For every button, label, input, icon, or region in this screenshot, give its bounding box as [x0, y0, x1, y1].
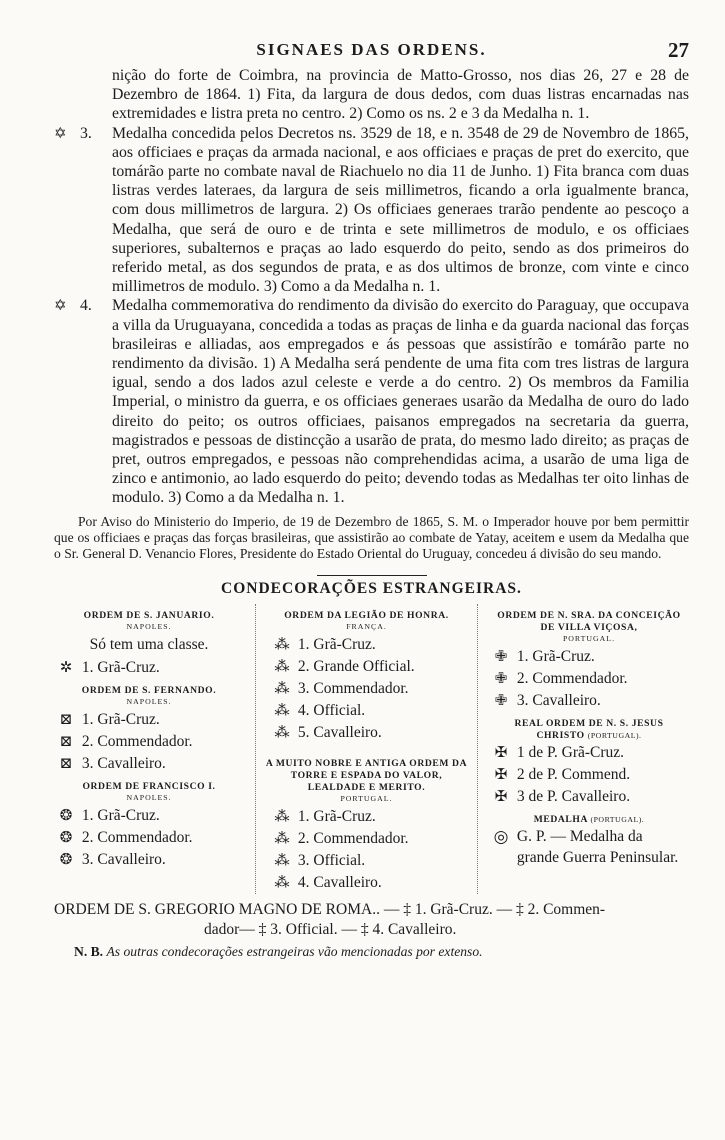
- order-country: NAPOLES.: [126, 697, 172, 707]
- conception-cross-icon: ✙: [494, 649, 508, 666]
- grade-row: [54, 657, 244, 679]
- grade-row: [54, 849, 244, 871]
- intro-paragraph: nição do forte de Coimbra, na provincia de Matto-Grosso, nos dias 26, 27 e 28 de Dezembro de 1864. 1) Fita, da largura de dous dedos, com duas listras encarnadas nas extremidades e listra preta no centro. 2) Como os ns. 2 e 3 da Medalha n. 1.: [112, 67, 689, 123]
- christ-cross-icon: ✠: [494, 745, 508, 762]
- item-number: 3.: [79, 124, 92, 142]
- medallion-icon: ❂: [59, 808, 73, 825]
- gregorio-line-1: ORDEM DE S. GREGORIO MAGNO DE ROMA.. — ‡ 1. Grã-Cruz. — ‡ 2. Commen-: [54, 901, 606, 919]
- grade-row: [489, 786, 689, 808]
- grade-label: 2 de P. Commend.: [516, 766, 631, 784]
- order-heading: ORDEM DE FRANCISCO I.: [82, 781, 216, 793]
- page-number: 27: [668, 38, 689, 62]
- tower-sword-star-icon: ⁂: [274, 831, 290, 848]
- asterisk-cross-icon: ✲: [59, 660, 73, 677]
- grade-row: [489, 646, 689, 668]
- order-heading: ORDEM DA LEGIÃO DE HONRA.: [284, 610, 449, 622]
- grade-label: 1. Grã-Cruz.: [81, 807, 160, 825]
- page-header: [54, 40, 689, 66]
- grade-label: 1. Grã-Cruz.: [297, 636, 376, 654]
- grade-row: [54, 709, 244, 731]
- medal-item-4: [54, 296, 689, 507]
- nb-text: As outras condecorações estrangeiras vão mencionadas por extenso.: [106, 944, 483, 960]
- order-heading: [489, 718, 689, 742]
- grade-label: 3. Cavalleiro.: [81, 755, 166, 773]
- order-note: Só tem uma classe.: [89, 636, 209, 654]
- aviso-note: Por Aviso do Ministerio do Imperio, de 19 de Dezembro de 1865, S. M. o Imperador houve por bem permittir que os officiaes e praças das forças brasileiras, que assistirão ao combate de Yatay, aceitem e usem da Medalha que o Sr. General D. Venancio Flores, Presidente do Estado Oriental do Uruguay, concedeu á divisão do seu mando.: [54, 513, 689, 561]
- order-heading-text: MEDALHA: [533, 814, 588, 826]
- grade-label: 2. Commendador.: [516, 670, 628, 688]
- grade-label: 1. Grã-Cruz.: [297, 808, 376, 826]
- legion-star-icon: ⁂: [274, 637, 290, 654]
- gregorio-order: [54, 900, 689, 940]
- grade-label: 3. Cavalleiro.: [81, 851, 166, 869]
- grade-row: [489, 764, 689, 786]
- christ-cross-icon: ✠: [494, 767, 508, 784]
- item-marker: [54, 124, 112, 144]
- decorations-columns: [54, 604, 689, 894]
- bullseye-medal-icon: ◎: [493, 827, 509, 847]
- grade-row: [54, 753, 244, 775]
- star-of-david-icon: ✡: [54, 125, 67, 142]
- medal-description: G. P. — Medalha da grande Guerra Peninsular.: [516, 828, 679, 867]
- section-divider: [317, 575, 427, 576]
- order-country: (PORTUGAL).: [587, 731, 642, 741]
- grade-label: 3 de P. Cavalleiro.: [516, 788, 631, 806]
- boxed-cross-icon: ⊠: [59, 756, 73, 773]
- grade-label: 1. Grã-Cruz.: [516, 648, 595, 666]
- grade-row: [264, 722, 469, 744]
- christ-cross-icon: ✠: [494, 789, 508, 806]
- order-heading: [489, 814, 689, 826]
- tower-sword-star-icon: ⁂: [274, 875, 290, 892]
- order-heading: ORDEM DE S. FERNANDO.: [81, 685, 217, 697]
- grade-row: [54, 827, 244, 849]
- legion-star-icon: ⁂: [274, 681, 290, 698]
- grade-label: 1. Grã-Cruz.: [81, 711, 160, 729]
- column-right: [489, 604, 689, 894]
- nb-label: N. B.: [74, 944, 104, 960]
- boxed-cross-icon: ⊠: [59, 734, 73, 751]
- column-middle: [255, 604, 478, 894]
- grade-label: 3. Commendador.: [297, 680, 409, 698]
- grade-row: [489, 690, 689, 712]
- order-country: PORTUGAL.: [562, 634, 616, 644]
- grade-label: 1. Grã-Cruz.: [81, 659, 160, 677]
- medal-item-3: [54, 124, 689, 297]
- grade-label: 4. Cavalleiro.: [297, 874, 382, 892]
- grade-row: [264, 656, 469, 678]
- grade-label: 3. Cavalleiro.: [516, 692, 601, 710]
- order-country: NAPOLES.: [126, 622, 172, 632]
- nota-bene: [54, 944, 689, 960]
- star-of-david-icon: ✡: [54, 298, 67, 315]
- order-country: (PORTUGAL).: [590, 815, 645, 825]
- order-heading: A MUITO NOBRE E ANTIGA ORDEM DA TORRE E ESPADA DO VALOR, LEALDADE E MERITO.: [265, 758, 468, 794]
- grade-row: [264, 850, 469, 872]
- item-text: Medalha concedida pelos Decretos ns. 3529 de 18, e n. 3548 de 29 de Novembro de 1865, aos officiaes e praças da armada nacional, e aos officiaes e praças de pret do exercito, que tomárão parte no combate naval de Riachuelo no dia 11 de Junho. 1) Fita branca com duas listras verdes lateraes, da largura de seis millimetros, ficando a orla igualmente branca, com dous millimetros de largura. 2) Os officiaes generaes trarão pendente ao pescoço a Medalha, que será de ouro e de trinta e sete millimetros de modulo, e os officiaes superiores, subalternos e praças ao lado esquerdo do peito, sendo as dos primeiros do referido metal, as dos segundos de prata, e as dos ultimos de bronze, com vinte e cinco millimetros de modulo. 3) Como a da Medalha n. 1.: [112, 124, 689, 296]
- medal-row: [489, 826, 689, 868]
- order-country: FRANÇA.: [346, 622, 387, 632]
- grade-row: [264, 678, 469, 700]
- page-title: SIGNAES DAS ORDENS.: [256, 40, 487, 59]
- grade-label: 4. Official.: [297, 702, 366, 720]
- conception-cross-icon: ✙: [494, 671, 508, 688]
- grade-label: 2. Commendador.: [81, 829, 193, 847]
- item-number: 4.: [79, 297, 92, 315]
- grade-label: 2. Commendador.: [297, 830, 409, 848]
- medallion-icon: ❂: [59, 852, 73, 869]
- item-text: Medalha commemorativa do rendimento da divisão do exercito do Paraguay, que occupava a villa da Uruguayana, concedida a todas as praças de linha e da guarda nacional das forças brasileiras e alliadas, aos empregados e ás pessoas que assistírão e tomárão parte no rendimento da divisão. 1) A Medalha será pendente de uma fita com tres listras de largura igual, sendo a dos lados azul celeste e verde a do centro. 2) Os membros da Familia Imperial, o ministro da guerra, e os officiaes generaes usarão da Medalha de ouro do lado direito do peito; os outros officiaes, paisanos empregados na secretaria da guerra, magistrados e pessoas de distincção a usarão de prata, do mesmo lado direito; as praças de pret, outros empregados, e pessoas não comprehendidas acima, a usarão de uma liga de zinco e antimonio, ao lado esquerdo do peito; devendo todas as Medalhas ter oito linhas de modulo. 3) Como a da Medalha n. 1.: [112, 297, 689, 507]
- grade-row: [489, 742, 689, 764]
- grade-row: [264, 634, 469, 656]
- tower-sword-star-icon: ⁂: [274, 809, 290, 826]
- legion-star-icon: ⁂: [274, 659, 290, 676]
- boxed-cross-icon: ⊠: [59, 712, 73, 729]
- order-country: NAPOLES.: [126, 793, 172, 803]
- grade-label: 3. Official.: [297, 852, 366, 870]
- order-heading: ORDEM DE S. JANUARIO.: [83, 610, 215, 622]
- grade-row: [489, 668, 689, 690]
- item-marker: [54, 296, 112, 316]
- legion-star-icon: ⁂: [274, 703, 290, 720]
- grade-row: [54, 731, 244, 753]
- medallion-icon: ❂: [59, 830, 73, 847]
- grade-row: [264, 806, 469, 828]
- column-left: [54, 604, 244, 894]
- order-heading: ORDEM DE N. SRA. DA CONCEIÇÃO DE VILLA VIÇOSA,: [497, 610, 681, 634]
- order-heading-text: REAL ORDEM DE N. S. JESUS CHRISTO: [514, 718, 664, 742]
- grade-label: 1 de P. Grã-Cruz.: [516, 744, 625, 762]
- order-country: PORTUGAL.: [340, 794, 393, 804]
- grade-label: 2. Commendador.: [81, 733, 193, 751]
- grade-row: [264, 872, 469, 894]
- grade-row: [264, 700, 469, 722]
- conception-cross-icon: ✙: [494, 693, 508, 710]
- legion-star-icon: ⁂: [274, 725, 290, 742]
- gregorio-line-2: dador— ‡ 3. Official. — ‡ 4. Cavalleiro.: [204, 921, 457, 939]
- foreign-decorations-title: CONDECORAÇÕES ESTRANGEIRAS.: [221, 580, 522, 598]
- main-text: [54, 66, 689, 508]
- grade-label: 5. Cavalleiro.: [297, 724, 382, 742]
- grade-row: [264, 828, 469, 850]
- tower-sword-star-icon: ⁂: [274, 853, 290, 870]
- grade-row: [54, 805, 244, 827]
- grade-label: 2. Grande Official.: [297, 658, 415, 676]
